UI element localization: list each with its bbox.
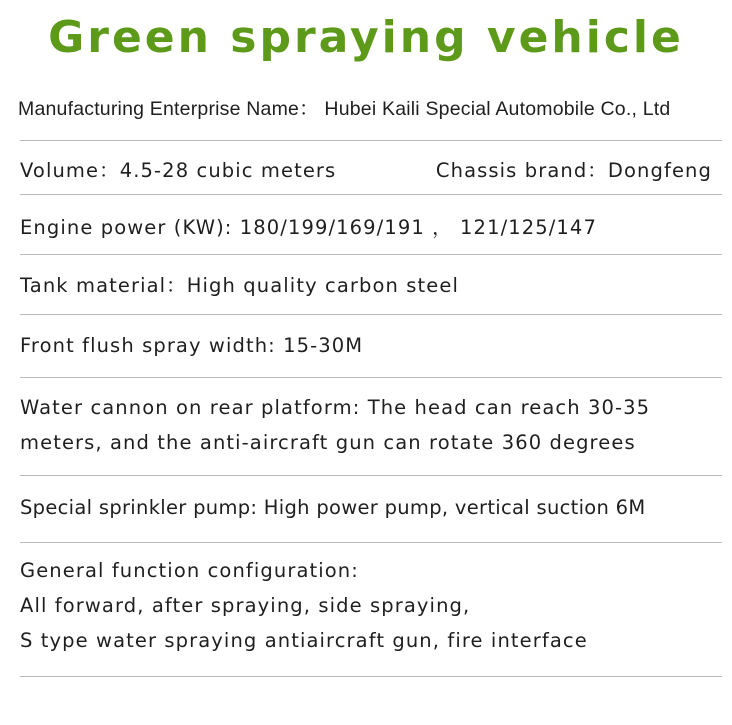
chassis-value: Dongfeng: [607, 159, 712, 182]
divider: [20, 314, 722, 315]
chassis-label: Chassis brand：: [435, 159, 608, 182]
tank-value: High quality carbon steel: [186, 274, 459, 297]
engine-row: [20, 210, 722, 245]
general-line1: All forward, after spraying, side spraying,: [20, 594, 471, 617]
divider: [20, 254, 722, 255]
volume-row: [20, 153, 722, 188]
divider: [20, 676, 722, 677]
manufacturer-label: Manufacturing Enterprise Name：: [18, 98, 319, 120]
water-cannon-line1: The head can reach 30-35: [367, 396, 651, 419]
engine-label: Engine power (KW):: [20, 216, 240, 239]
divider: [20, 377, 722, 378]
water-cannon-line2: meters, and the anti-aircraft gun can rotate 360 degrees: [20, 431, 636, 454]
divider: [20, 475, 722, 476]
general-heading: General function configuration:: [20, 559, 359, 582]
page-title: Green spraying vehicle: [48, 12, 684, 63]
tank-row: [20, 268, 722, 303]
pump-value: High power pump, vertical suction 6M: [263, 496, 646, 519]
volume-value: 4.5-28 cubic meters: [119, 159, 337, 182]
tank-label: Tank material：: [20, 274, 187, 297]
divider: [20, 140, 722, 141]
front-flush-value: 15-30M: [283, 334, 364, 357]
divider: [20, 542, 722, 543]
pump-row: [20, 490, 722, 525]
general-row: [20, 553, 722, 658]
engine-value: 180/199/169/191 ， 121/125/147: [239, 216, 597, 239]
manufacturer-row: [18, 92, 720, 127]
front-flush-label: Front flush spray width:: [20, 334, 284, 357]
divider: [20, 194, 722, 195]
general-line2: S type water spraying antiaircraft gun, fire interface: [20, 629, 588, 652]
volume-label: Volume：: [20, 159, 120, 182]
water-cannon-label: Water cannon on rear platform:: [20, 396, 368, 419]
front-flush-row: [20, 328, 722, 363]
manufacturer-value: Hubei Kaili Special Automobile Co., Ltd: [318, 98, 671, 120]
pump-label: Special sprinkler pump:: [20, 496, 264, 519]
water-cannon-row: [20, 390, 722, 460]
chassis-field: [436, 153, 712, 188]
